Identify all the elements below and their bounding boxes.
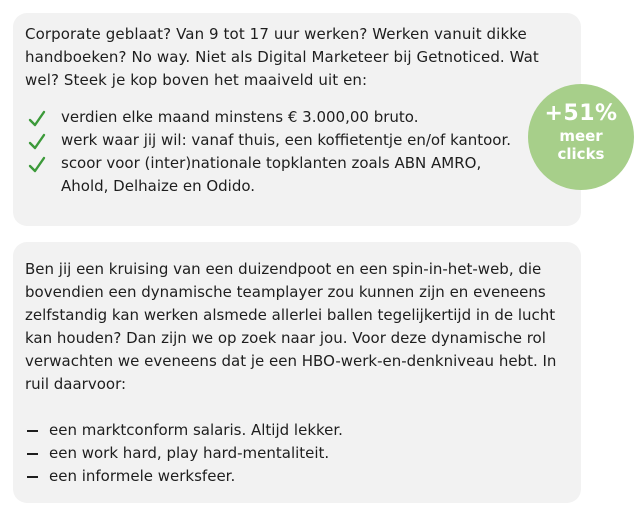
badge-value: +51%	[544, 101, 618, 126]
checkmark-icon	[27, 155, 47, 175]
perks-checklist	[25, 106, 569, 198]
clicks-badge	[528, 84, 634, 190]
benefit-item	[25, 419, 569, 442]
benefit-item-text: een work hard, play hard-mentaliteit.	[49, 444, 330, 462]
benefit-item-text: een informele werksfeer.	[49, 467, 236, 485]
checklist-item	[25, 106, 531, 129]
checklist-item	[25, 129, 531, 152]
profile-card	[13, 242, 581, 503]
checklist-item	[25, 152, 531, 198]
checkmark-icon	[27, 109, 47, 129]
dash-icon	[27, 476, 38, 478]
intro-card	[13, 13, 581, 226]
dash-icon	[27, 453, 38, 455]
benefits-list	[25, 419, 569, 488]
intro-text: Corporate geblaat? Van 9 tot 17 uur werken? Werken vanuit dikke handboeken? No way. Niet als Digital Marketeer bij Getnoticed. Wat wel? Steek je kop boven het maaiveld uit en:	[25, 25, 539, 89]
checklist-item-text: werk waar jij wil: vanaf thuis, een koffietentje en/of kantoor.	[61, 131, 512, 149]
checklist-item-text: verdien elke maand minstens € 3.000,00 bruto.	[61, 108, 419, 126]
checkmark-icon	[27, 132, 47, 152]
benefit-item	[25, 442, 569, 465]
badge-label-line2: clicks	[557, 145, 605, 163]
badge-label-line1: meer	[559, 127, 603, 145]
profile-text: Ben jij een kruising van een duizendpoot en een spin-in-het-web, die bovendien een dynamische teamplayer zou kunnen zijn en eveneens zelfstandig kan werken alsmede allerlei ballen tegelijkertijd in de lucht kan houden? Dan zijn we op zoek naar jou. Voor deze dynamische rol verwachten we eveneens dat je een HBO-werk-en-denkniveau hebt. In ruil daarvoor:	[25, 260, 557, 393]
benefit-item	[25, 465, 569, 488]
checklist-item-text: scoor voor (inter)nationale topklanten zoals ABN AMRO, Ahold, Delhaize en Odido.	[61, 154, 482, 195]
dash-icon	[27, 430, 38, 432]
benefit-item-text: een marktconform salaris. Altijd lekker.	[49, 421, 343, 439]
